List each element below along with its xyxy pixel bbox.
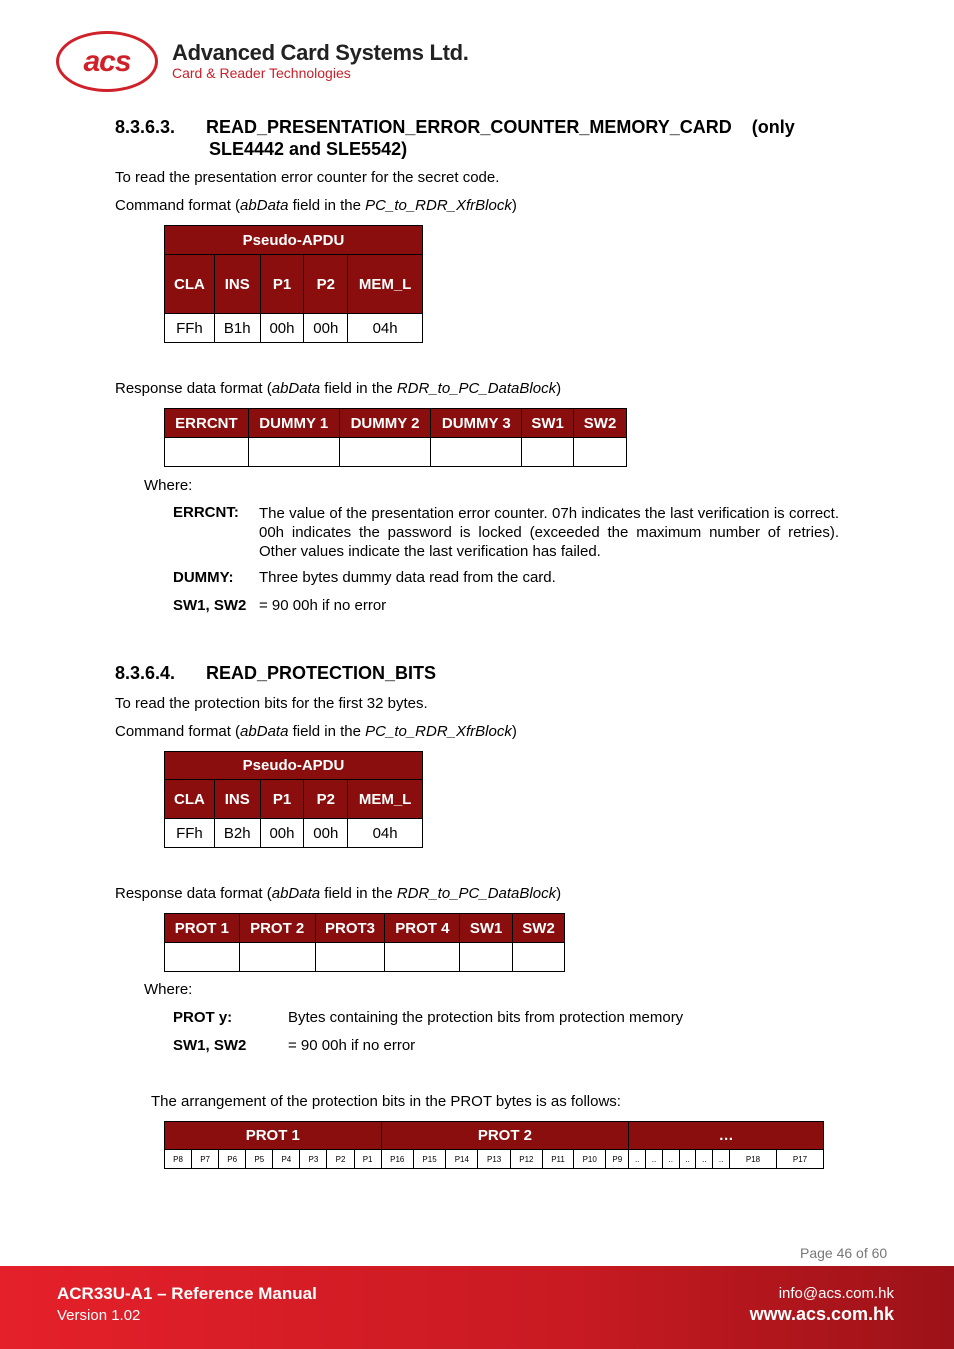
section-intro: To read the presentation error counter for the secret code. bbox=[115, 169, 500, 186]
apdu-header: P2 bbox=[304, 255, 348, 314]
apdu-title: Pseudo-APDU bbox=[165, 752, 423, 780]
response-cell bbox=[574, 438, 627, 467]
bit-cell: .. bbox=[646, 1150, 663, 1169]
company-subtitle: Card & Reader Technologies bbox=[172, 65, 351, 81]
response-header: DUMMY 1 bbox=[248, 409, 339, 438]
bit-cell: .. bbox=[679, 1150, 696, 1169]
company-logo bbox=[56, 31, 158, 92]
apdu-header: CLA bbox=[165, 780, 215, 819]
footer-title: ACR33U-A1 – Reference Manual bbox=[57, 1284, 317, 1303]
bit-cell: P1 bbox=[354, 1150, 381, 1169]
section-number: 8.3.6.3. bbox=[115, 117, 176, 137]
apdu-value: 04h bbox=[348, 314, 423, 343]
where-label: Where: bbox=[144, 477, 193, 494]
response-cell bbox=[165, 438, 249, 467]
def-desc: The value of the presentation error counter. 07h indicates the last verification is correct. 00h indicates the password is locked (exceeded the maximum number of retries). Other values indicate the last verification has failed. bbox=[259, 505, 839, 560]
bits-group-header: PROT 2 bbox=[381, 1122, 629, 1150]
company-name: Advanced Card Systems Ltd. bbox=[172, 40, 469, 65]
bit-cell: P15 bbox=[413, 1150, 445, 1169]
response-table bbox=[164, 913, 565, 972]
response-cell bbox=[431, 438, 522, 467]
bit-cell: P16 bbox=[381, 1150, 413, 1169]
bit-cell: P18 bbox=[730, 1150, 777, 1169]
bit-cell: .. bbox=[662, 1150, 679, 1169]
apdu-value: 00h bbox=[260, 314, 304, 343]
response-format-label: Response data format (abData field in the RDR_to_PC_DataBlock) bbox=[115, 885, 562, 902]
response-header: PROT 4 bbox=[385, 914, 460, 943]
response-header: SW2 bbox=[513, 914, 565, 943]
bits-group-header: PROT 1 bbox=[165, 1122, 382, 1150]
response-cell bbox=[165, 943, 240, 972]
bit-cell: P17 bbox=[776, 1150, 823, 1169]
response-format-label: Response data format (abData field in the RDR_to_PC_DataBlock) bbox=[115, 380, 562, 397]
bit-cell: .. bbox=[713, 1150, 730, 1169]
bit-cell: P8 bbox=[165, 1150, 192, 1169]
arrangement-text: The arrangement of the protection bits in the PROT bytes is as follows: bbox=[151, 1093, 621, 1110]
def-term: SW1, SW2 bbox=[173, 597, 247, 614]
section-title-cont: SLE4442 and SLE5542) bbox=[209, 139, 408, 159]
def-desc: = 90 00h if no error bbox=[288, 1037, 416, 1054]
response-header: PROT3 bbox=[315, 914, 385, 943]
command-apdu-table bbox=[164, 225, 423, 343]
def-desc: Three bytes dummy data read from the card. bbox=[259, 569, 556, 586]
def-term: SW1, SW2 bbox=[173, 1037, 247, 1054]
def-term: PROT y: bbox=[173, 1009, 233, 1026]
def-term: DUMMY: bbox=[173, 569, 234, 586]
section-title: READ_PROTECTION_BITS bbox=[206, 663, 437, 683]
where-label: Where: bbox=[144, 981, 193, 998]
response-header: PROT 2 bbox=[239, 914, 315, 943]
section-number: 8.3.6.4. bbox=[115, 663, 176, 683]
bit-cell: P7 bbox=[192, 1150, 219, 1169]
apdu-value: 04h bbox=[348, 819, 423, 848]
response-cell bbox=[522, 438, 574, 467]
apdu-value: B2h bbox=[214, 819, 260, 848]
response-header: SW1 bbox=[522, 409, 574, 438]
response-header: ERRCNT bbox=[165, 409, 249, 438]
bit-cell: P4 bbox=[273, 1150, 300, 1169]
apdu-header: P1 bbox=[260, 255, 304, 314]
def-desc: = 90 00h if no error bbox=[259, 597, 387, 614]
bit-cell: P3 bbox=[300, 1150, 327, 1169]
apdu-header: MEM_L bbox=[348, 780, 423, 819]
apdu-header: INS bbox=[214, 255, 260, 314]
bit-cell: P6 bbox=[219, 1150, 246, 1169]
response-header: DUMMY 3 bbox=[431, 409, 522, 438]
def-desc: Bytes containing the protection bits from protection memory bbox=[288, 1009, 684, 1026]
apdu-value: FFh bbox=[165, 314, 215, 343]
page-number: Page 46 of 60 bbox=[800, 1245, 888, 1261]
bit-cell: P14 bbox=[446, 1150, 478, 1169]
response-cell bbox=[239, 943, 315, 972]
apdu-header: P2 bbox=[304, 780, 348, 819]
response-header: SW2 bbox=[574, 409, 627, 438]
apdu-value: B1h bbox=[214, 314, 260, 343]
bit-cell: P11 bbox=[543, 1150, 574, 1169]
bits-group-header: … bbox=[629, 1122, 824, 1150]
protection-bits-table bbox=[164, 1121, 824, 1169]
response-cell bbox=[248, 438, 339, 467]
apdu-value: FFh bbox=[165, 819, 215, 848]
section-intro: To read the protection bits for the first 32 bytes. bbox=[115, 695, 428, 712]
response-header: SW1 bbox=[460, 914, 513, 943]
apdu-value: 00h bbox=[260, 819, 304, 848]
apdu-title: Pseudo-APDU bbox=[165, 226, 423, 255]
apdu-value: 00h bbox=[304, 314, 348, 343]
response-cell bbox=[460, 943, 513, 972]
response-cell bbox=[385, 943, 460, 972]
apdu-header: MEM_L bbox=[348, 255, 423, 314]
response-header: PROT 1 bbox=[165, 914, 240, 943]
command-format-label: Command format (abData field in the PC_to_RDR_XfrBlock) bbox=[115, 723, 517, 740]
section-title: READ_PRESENTATION_ERROR_COUNTER_MEMORY_CARD (only bbox=[206, 117, 795, 137]
bit-cell: P5 bbox=[246, 1150, 273, 1169]
bit-cell: P13 bbox=[478, 1150, 510, 1169]
response-cell bbox=[315, 943, 385, 972]
bit-cell: P2 bbox=[327, 1150, 354, 1169]
bit-cell: P12 bbox=[510, 1150, 542, 1169]
def-term: ERRCNT: bbox=[173, 504, 239, 521]
logo-text: acs bbox=[83, 44, 131, 78]
apdu-value: 00h bbox=[304, 819, 348, 848]
bit-cell: P10 bbox=[574, 1150, 606, 1169]
bit-cell: .. bbox=[629, 1150, 646, 1169]
bit-cell: P9 bbox=[606, 1150, 629, 1169]
footer-bar bbox=[0, 1266, 954, 1349]
apdu-header: P1 bbox=[260, 780, 304, 819]
footer-website[interactable]: www.acs.com.hk bbox=[749, 1304, 894, 1324]
response-header: DUMMY 2 bbox=[339, 409, 431, 438]
footer-version: Version 1.02 bbox=[57, 1307, 141, 1324]
bit-cell: .. bbox=[696, 1150, 713, 1169]
command-apdu-table bbox=[164, 751, 423, 848]
response-cell bbox=[339, 438, 431, 467]
footer-email[interactable]: info@acs.com.hk bbox=[778, 1285, 894, 1302]
apdu-header: INS bbox=[214, 780, 260, 819]
response-table bbox=[164, 408, 627, 467]
command-format-label: Command format (abData field in the PC_to_RDR_XfrBlock) bbox=[115, 197, 517, 214]
response-cell bbox=[513, 943, 565, 972]
apdu-header: CLA bbox=[165, 255, 215, 314]
